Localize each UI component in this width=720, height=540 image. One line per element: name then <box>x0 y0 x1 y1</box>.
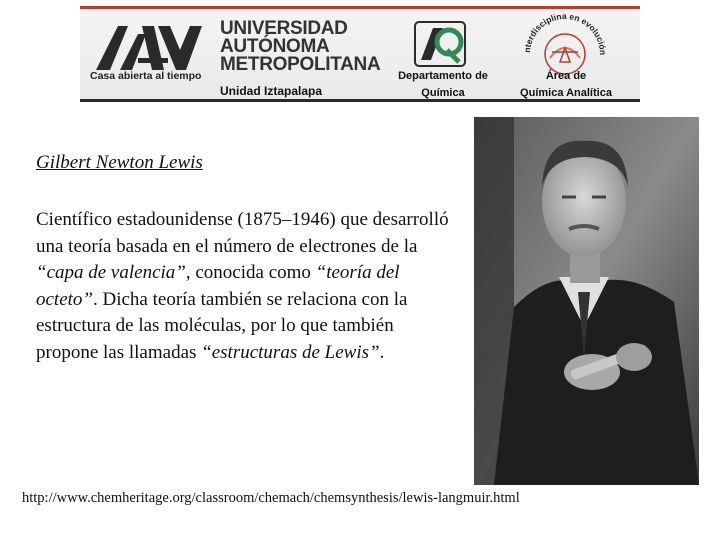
bottom-stripe <box>80 99 640 102</box>
paragraph-italic-text: “teoría del octeto” <box>36 262 400 310</box>
chemistry-department-logo-icon <box>413 20 467 68</box>
paragraph-italic-text: “capa de valencia” <box>36 262 186 283</box>
department-line: Departamento de <box>398 70 488 82</box>
paragraph-text: Científico estadounidense (1875–1946) que desarrolló una teoría basada en el número de electrones de la <box>36 209 449 257</box>
department-line: Química <box>421 87 465 99</box>
university-line: AUTÓNOMA <box>220 36 330 57</box>
paragraph-text: . <box>379 341 385 363</box>
biography-paragraph <box>36 207 454 366</box>
uam-logo-icon <box>92 20 216 72</box>
university-name <box>220 20 380 74</box>
page-title: Gilbert Newton Lewis <box>36 152 203 173</box>
area-name <box>506 68 626 102</box>
paragraph-italic-text: “estructuras de Lewis” <box>201 341 380 363</box>
department-name <box>388 68 498 102</box>
uam-tagline: Casa abierta al tiempo <box>90 70 202 82</box>
paragraph-text: . Dicha teoría también se relaciona con la estructura de las moléculas, por lo que también propone las llamadas <box>36 288 408 363</box>
university-line: UNIVERSIDAD <box>220 18 348 39</box>
header-banner <box>80 6 640 102</box>
unit-name: Unidad Iztapalapa <box>220 84 323 98</box>
portrait-photo <box>474 117 699 485</box>
university-line: METROPOLITANA <box>220 54 381 75</box>
paragraph-text: , conocida como <box>185 262 316 283</box>
area-line: Química Analítica <box>520 87 612 99</box>
area-arc-text: nterdisciplina en evolución <box>521 10 609 56</box>
source-url: http://www.chemheritage.org/classroom/chemach/chemsynthesis/lewis-langmuir.html <box>22 490 520 506</box>
area-line: Área de <box>545 70 587 82</box>
